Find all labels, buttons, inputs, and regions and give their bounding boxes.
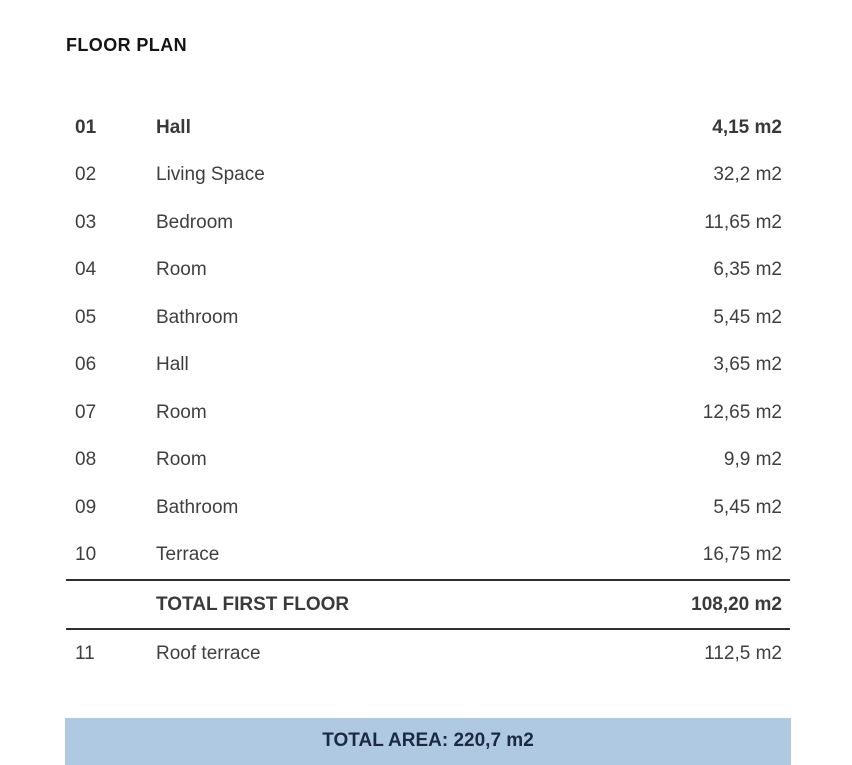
subtotal-area: 108,20 m2 [691,593,782,615]
room-number: 03 [75,211,97,233]
table-row [66,630,790,678]
room-area: 5,45 m2 [713,306,782,328]
room-number: 04 [75,259,97,281]
subtotal-row [66,579,790,630]
room-number: 02 [75,164,97,186]
page-title: FLOOR PLAN [66,35,187,55]
room-name: Bathroom [156,306,239,328]
room-number: 08 [75,449,97,471]
room-name: Room [156,259,207,281]
subtotal-label: TOTAL FIRST FLOOR [156,593,350,615]
room-area: 9,9 m2 [723,449,782,471]
table-row [66,342,790,390]
table-row [66,152,790,200]
room-name: Room [156,449,207,471]
room-name: Hall [156,116,191,138]
room-name: Bathroom [156,496,239,518]
table-row [66,484,790,532]
room-area: 112,5 m2 [704,642,782,664]
room-number: 07 [75,401,97,423]
room-number: 01 [75,116,97,138]
room-number: 05 [75,306,97,328]
room-name: Hall [156,354,189,376]
room-name: Room [156,401,207,423]
room-number: 09 [75,496,97,518]
room-area: 11,65 m2 [704,211,782,233]
room-area: 32,2 m2 [713,164,782,186]
room-area: 3,65 m2 [713,354,782,376]
table-row [66,247,790,295]
table-row [66,532,790,580]
table-row [66,437,790,485]
table-row [66,294,790,342]
table-row [66,199,790,247]
total-area-label: TOTAL AREA: 220,7 m2 [322,730,534,751]
room-area: 16,75 m2 [702,544,782,566]
table-row [66,104,790,152]
room-number: 11 [75,642,95,664]
room-name: Roof terrace [156,642,261,664]
room-number: 06 [75,354,97,376]
room-number: 10 [75,544,97,566]
room-area: 5,45 m2 [713,496,782,518]
table-row [66,389,790,437]
total-area-bar [65,718,791,765]
room-area: 6,35 m2 [713,259,782,281]
room-area: 12,65 m2 [702,401,782,423]
room-area: 4,15 m2 [712,116,782,138]
floor-plan-table [66,104,790,678]
room-name: Bedroom [156,211,234,233]
room-name: Terrace [156,544,220,566]
room-name: Living Space [156,164,265,186]
